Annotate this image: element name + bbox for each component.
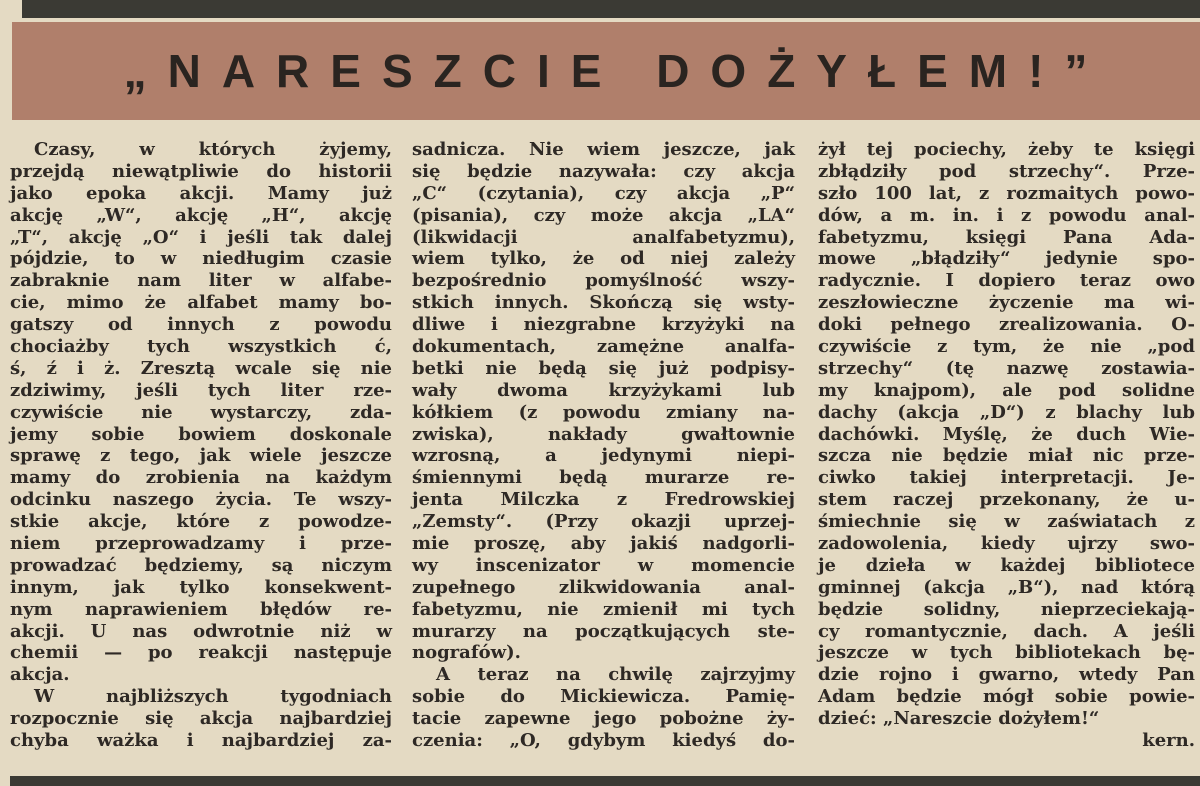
text-line: gminnej (akcja „B“), nad którą <box>818 576 1195 598</box>
article-column-2 <box>412 139 795 752</box>
text-line: dów, a m. in. i z powodu anal- <box>818 204 1195 226</box>
text-line: ś, ź i ż. Zresztą wcale się nie <box>10 357 392 379</box>
text-line: sprawę z tego, jak wiele jeszcze <box>10 445 392 467</box>
text-line: bezpośrednio pomyślność wszy- <box>412 270 795 292</box>
text-line: odcinku naszego życia. Te wszy- <box>10 489 392 511</box>
text-line: mamy do zrobienia na każdym <box>10 467 392 489</box>
text-line: jako epoka akcji. Mamy już <box>10 182 392 204</box>
text-line: szło 100 lat, z rozmaitych powo- <box>818 182 1195 204</box>
text-line: wiem tylko, że od niej zależy <box>412 248 795 270</box>
text-line: my knajpom), ale pod solidne <box>818 379 1195 401</box>
text-line: wy inscenizator w momencie <box>412 554 795 576</box>
text-line: chyba ważka i najbardziej za- <box>10 730 392 752</box>
text-line: cie, mimo że alfabet mamy bo- <box>10 292 392 314</box>
text-line: dliwe i niezgrabne krzyżyki na <box>412 314 795 336</box>
text-line: akcję „W“, akcję „H“, akcję <box>10 204 392 226</box>
text-line: zabraknie nam liter w alfabe- <box>10 270 392 292</box>
text-line: czywiście nie wystarczy, zda- <box>10 401 392 423</box>
text-line: Czasy, w których żyjemy, <box>34 139 392 160</box>
bottom-rule <box>10 776 1200 786</box>
text-line: sobie do Mickiewicza. Pamię- <box>412 686 795 708</box>
text-line: zdziwimy, jeśli tych liter rze- <box>10 379 392 401</box>
text-line: jenta Milczka z Fredrowskiej <box>412 489 795 511</box>
text-line: zbłądziły pod strzechy“. Prze- <box>818 160 1195 182</box>
text-line: czenia: „O, gdybym kiedyś do- <box>412 730 795 752</box>
text-line: strzechy“ (tę nazwę zostawia- <box>818 357 1195 379</box>
text-line: nym naprawieniem błędów re- <box>10 598 392 620</box>
text-line: akcja. <box>10 664 70 686</box>
text-line: „T“, akcję „O“ i jeśli tak dalej <box>10 226 392 248</box>
text-line: szcza nie będzie miał nic prze- <box>818 445 1195 467</box>
text-line: sadnicza. Nie wiem jeszcze, jak <box>412 139 795 160</box>
text-line: nografów). <box>412 642 521 664</box>
text-line: zupełnego zlikwidowania anal- <box>412 576 795 598</box>
article-column-3 <box>818 139 1195 752</box>
text-line: murarzy na początkujących ste- <box>412 620 795 642</box>
text-line: (pisania), czy może akcja „LA“ <box>412 204 795 226</box>
text-line: radycznie. I dopiero teraz owo <box>818 270 1195 292</box>
text-line: chociażby tych wszystkich ć, <box>10 336 392 358</box>
text-line: ciwko takiej interpretacji. Je- <box>818 467 1195 489</box>
text-line: akcji. U nas odwrotnie niż w <box>10 620 392 642</box>
text-line: zeszłowieczne życzenie ma wi- <box>818 292 1195 314</box>
text-line: stkich innych. Skończą się wsty- <box>412 292 795 314</box>
text-line: dzieć: „Nareszcie dożyłem!“ <box>818 708 1100 730</box>
text-line: fabetyzmu, księgi Pana Ada- <box>818 226 1195 248</box>
article-column-1 <box>10 139 392 752</box>
text-line: betki nie będą się już podpisy- <box>412 357 795 379</box>
text-line: zadowolenia, kiedy ujrzy swo- <box>818 533 1195 555</box>
text-line: śmiechnie się w zaświatach z <box>818 511 1195 533</box>
text-line: tacie zapewne jego pobożne ży- <box>412 708 795 730</box>
text-line: mowe „błądziły“ jedynie spo- <box>818 248 1195 270</box>
text-line: śmiennymi będą murarze re- <box>412 467 795 489</box>
text-line: stem raczej przekonany, że u- <box>818 489 1195 511</box>
text-line: chemii — po reakcji następuje <box>10 642 392 664</box>
text-line: dzie rojno i gwarno, wtedy Pan <box>818 664 1195 686</box>
text-line: wzrosną, a jedynymi niepi- <box>412 445 795 467</box>
text-line: cy romantycznie, dach. A jeśli <box>818 620 1195 642</box>
text-line: fabetyzmu, nie zmienił mi tych <box>412 598 795 620</box>
text-line: jemy sobie bowiem doskonale <box>10 423 392 445</box>
text-line: dachówki. Myślę, że duch Wie- <box>818 423 1195 445</box>
text-line: dachy (akcja „D“) z blachy lub <box>818 401 1195 423</box>
text-line: dokumentach, zamężne analfa- <box>412 336 795 358</box>
text-line: (likwidacji analfabetyzmu), <box>412 226 795 248</box>
text-line: będzie solidny, nieprzeciekają- <box>818 598 1195 620</box>
text-line: „C“ (czytania), czy akcja „P“ <box>412 182 795 204</box>
text-line: mie proszę, aby jakiś nadgorli- <box>412 533 795 555</box>
text-line: żył tej pociechy, żeby te księgi <box>818 139 1195 160</box>
article-title: „NARESZCIE DOŻYŁEM!” <box>123 45 1109 97</box>
text-line: „Zemsty“. (Przy okazji uprzej- <box>412 511 795 533</box>
text-line: Adam będzie mógł sobie powie- <box>818 686 1195 708</box>
text-line: doki pełnego zrealizowania. O- <box>818 314 1195 336</box>
title-banner <box>12 22 1200 120</box>
text-line: stkie akcje, które z powodze- <box>10 511 392 533</box>
text-line: gatszy od innych z powodu <box>10 314 392 336</box>
text-line: innym, jak tylko konsekwent- <box>10 576 392 598</box>
text-line: prowadzać będziemy, są niczym <box>10 554 392 576</box>
text-line: A teraz na chwilę zajrzyjmy <box>436 664 795 686</box>
text-line: rozpocznie się akcja najbardziej <box>10 708 392 730</box>
text-line: pójdzie, to w niedługim czasie <box>10 248 392 270</box>
text-line: wały dwoma krzyżykami lub <box>412 379 795 401</box>
text-line: W najbliższych tygodniach <box>34 686 392 708</box>
text-line: przejdą niewątpliwie do historii <box>10 160 392 182</box>
text-line: się będzie nazywała: czy akcja <box>412 160 795 182</box>
top-rule <box>22 0 1200 18</box>
text-line: je dzieła w każdej bibliotece <box>818 554 1195 576</box>
text-line: niem przeprowadzamy i prze- <box>10 533 392 555</box>
text-line: zwiska), nakłady gwałtownie <box>412 423 795 445</box>
text-line: kółkiem (z powodu zmiany na- <box>412 401 795 423</box>
author-signature: kern. <box>1142 730 1195 752</box>
text-line: jeszcze w tych bibliotekach bę- <box>818 642 1195 664</box>
text-line: czywiście z tym, że nie „pod <box>818 336 1195 358</box>
